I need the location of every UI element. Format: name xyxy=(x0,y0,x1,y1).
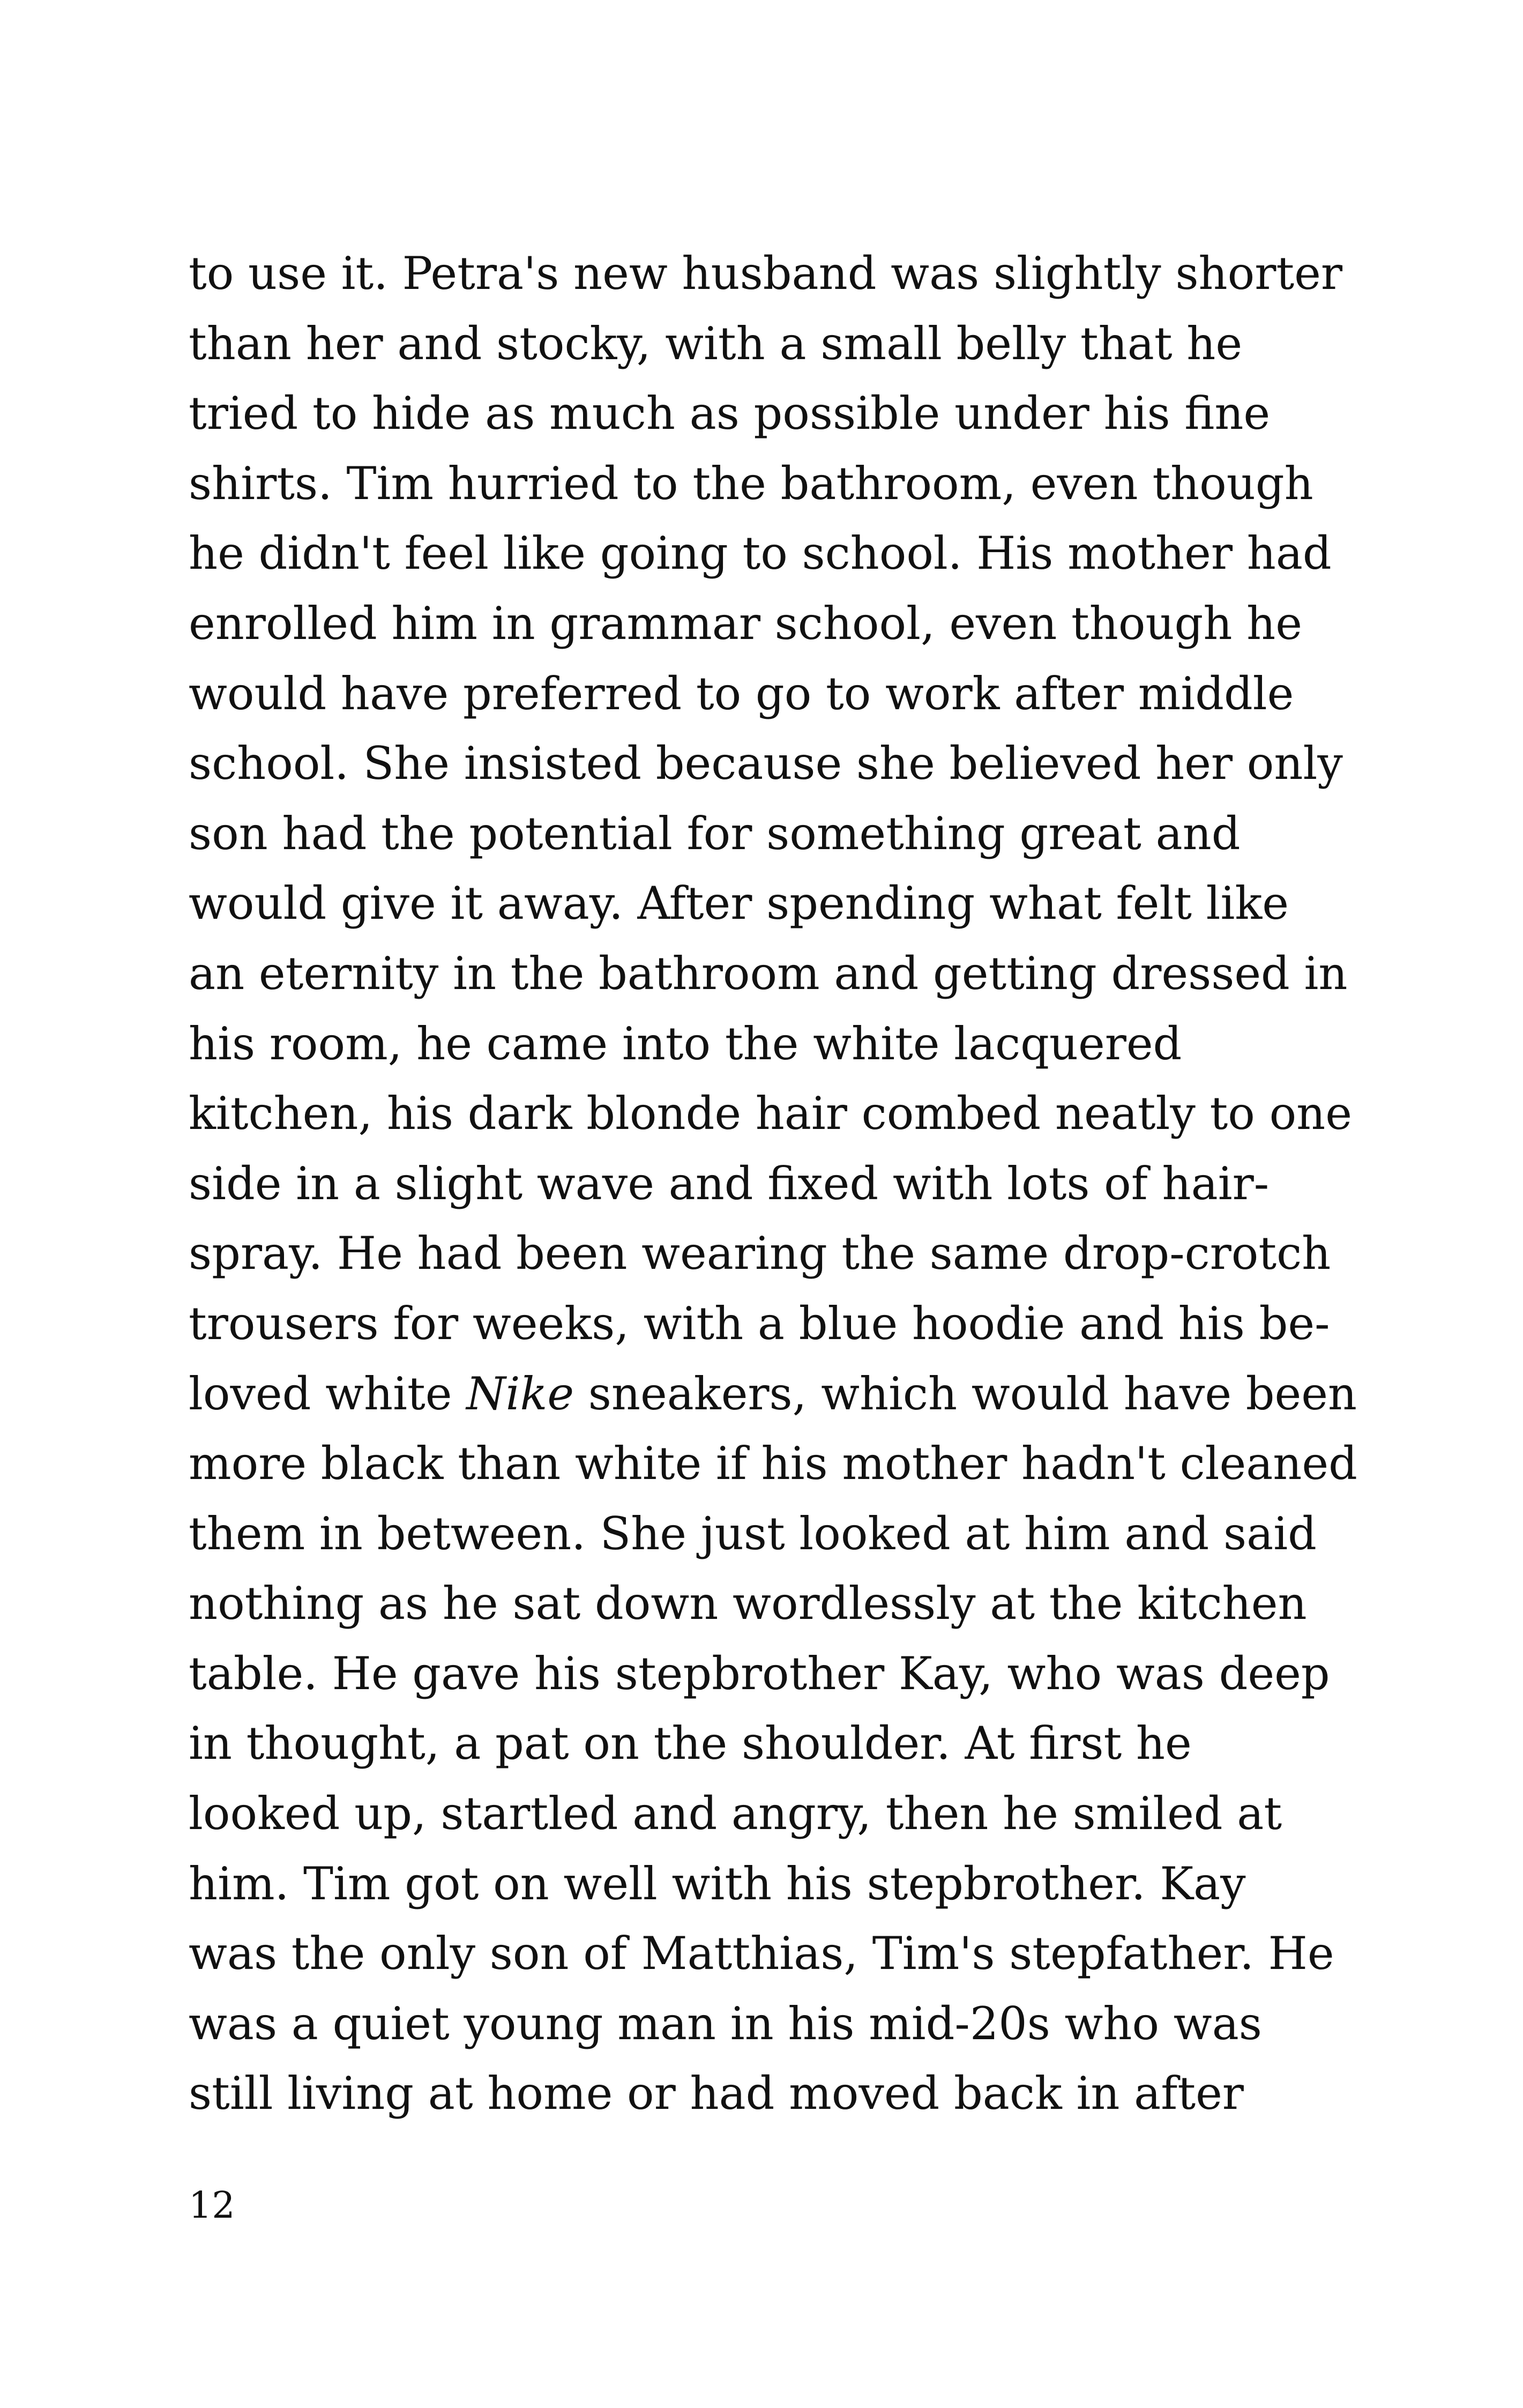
text-line: looked up, startled and angry, then he smiled at xyxy=(189,1787,1282,1840)
text-line: spray. He had been wearing the same drop-crotch xyxy=(189,1227,1331,1280)
text-line: would have preferred to go to work after middle xyxy=(189,667,1294,720)
text-line: was the only son of Matthias, Tim's stepfather. He xyxy=(189,1927,1334,1980)
text-line: him. Tim got on well with his stepbrother. Kay xyxy=(189,1857,1246,1910)
text-line: in thought, a pat on the shoulder. At first he xyxy=(189,1717,1192,1770)
text-line: side in a slight wave and fixed with lots of hair- xyxy=(189,1157,1270,1210)
text-line: an eternity in the bathroom and getting dressed in xyxy=(189,947,1348,1000)
text-line: nothing as he sat down wordlessly at the kitchen xyxy=(189,1577,1307,1630)
text-line: table. He gave his stepbrother Kay, who was deep xyxy=(189,1647,1330,1700)
text-line: trousers for weeks, with a blue hoodie and his be- xyxy=(189,1297,1330,1350)
text-line: more black than white if his mother hadn't cleaned xyxy=(189,1437,1357,1490)
text-line: tried to hide as much as possible under his fine xyxy=(189,387,1271,440)
text-line: was a quiet young man in his mid-20s who was xyxy=(189,1997,1262,2050)
text-line: still living at home or had moved back in after xyxy=(189,2067,1244,2120)
text-line: than her and stocky, with a small belly that he xyxy=(189,317,1243,370)
body-text xyxy=(189,239,1368,2129)
brand-name-italic: Nike xyxy=(466,1367,574,1420)
text-line: shirts. Tim hurried to the bathroom, even though xyxy=(189,457,1313,510)
text-line: them in between. She just looked at him and said xyxy=(189,1507,1317,1560)
text-line: would give it away. After spending what felt like xyxy=(189,877,1289,930)
text-line: school. She insisted because she believed her only xyxy=(189,737,1343,790)
text-line: enrolled him in grammar school, even though he xyxy=(189,597,1302,650)
text-line: he didn't feel like going to school. His mother had xyxy=(189,527,1332,580)
page-number: 12 xyxy=(189,2184,235,2227)
text-line: kitchen, his dark blonde hair combed neatly to one xyxy=(189,1087,1352,1140)
text-line xyxy=(189,1359,1368,1429)
text-line: son had the potential for something great and xyxy=(189,807,1241,860)
text-line: his room, he came into the white lacquered xyxy=(189,1017,1182,1070)
text-segment: loved white xyxy=(189,1367,467,1420)
text-segment: sneakers, which would have been xyxy=(574,1367,1357,1420)
text-line: to use it. Petra's new husband was slightly shorter xyxy=(189,247,1342,300)
